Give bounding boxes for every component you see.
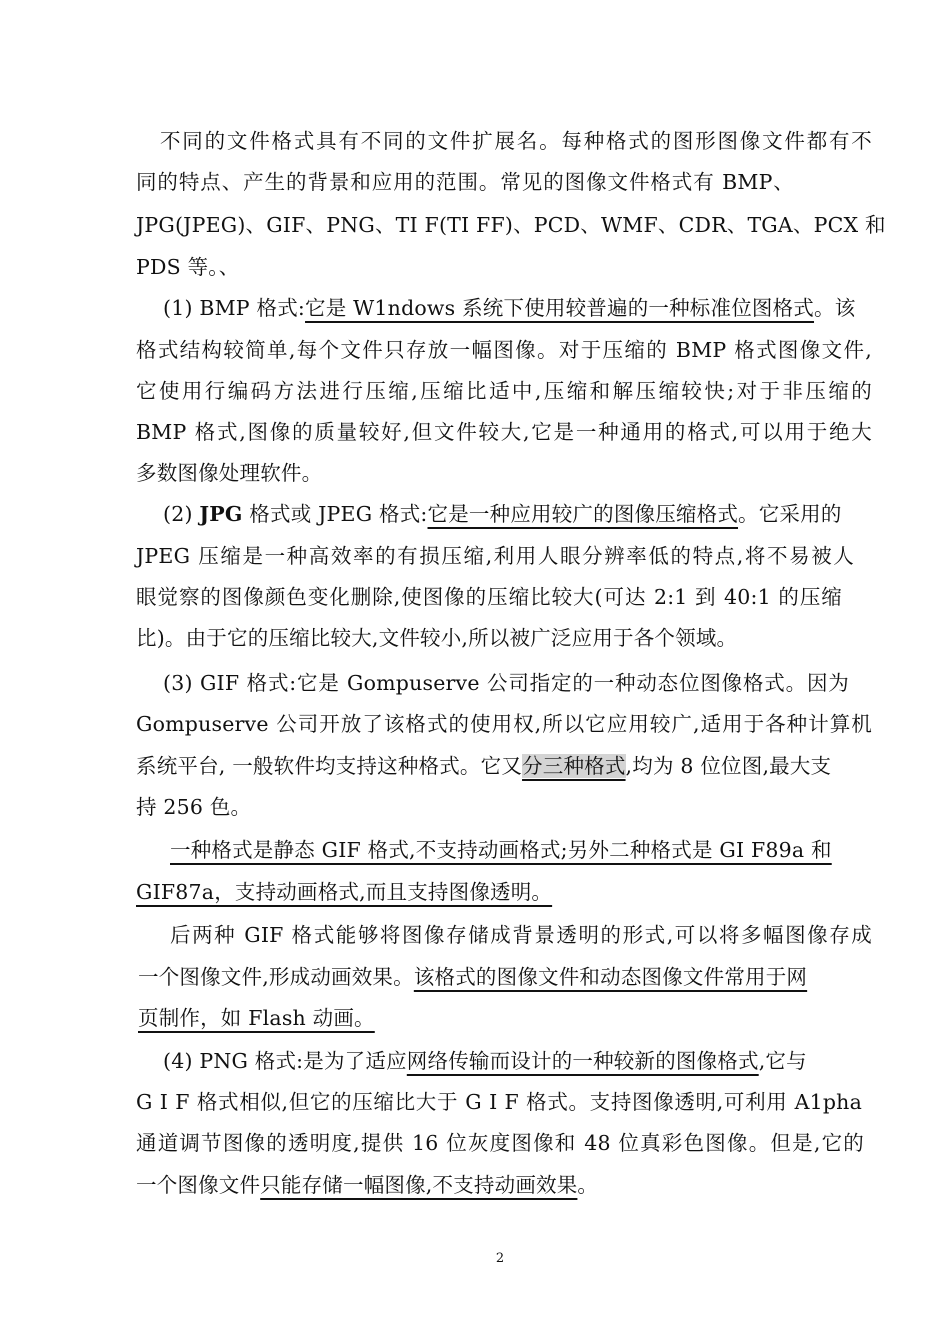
gif-anim-underlined-1: 该格式的图像文件和动态图像文件常用于网	[413, 965, 808, 989]
png-line-4-start: 一个图像文件	[136, 1173, 261, 1197]
png-line-4-end: 。	[577, 1173, 599, 1197]
bmp-line-1-tail: 。该	[814, 296, 856, 320]
bmp-underlined-phrase: 它是 W1ndows 系统下使用较普遍的一种标准位图格式	[305, 296, 815, 320]
paragraph-gif-line-1: (3) GIF 格式:它是 Gompuserve 公司指定的一种动态位图像格式。因为	[163, 671, 849, 695]
jpg-number: (2)	[163, 502, 200, 526]
paragraph-png-line-1	[163, 1041, 872, 1081]
paragraph-bmp-line-2: 格式结构较简单,每个文件只存放一幅图像。对于压缩的 BMP 格式图像文件,	[136, 338, 872, 362]
paragraph-gif-anim-line-2	[138, 957, 874, 997]
jpg-line-1-tail: 。它采用的	[738, 502, 842, 526]
paragraph-bmp-line-5: 多数图像处理软件。	[136, 461, 323, 485]
paragraph-gif-anim-line-3	[138, 998, 874, 1038]
paragraph-bmp-line-3: 它使用行编码方法进行压缩,压缩比适中,压缩和解压缩较快;对于非压缩的	[136, 379, 872, 403]
paragraph-jpg-line-3: 眼觉察的图像颜色变化删除,使图像的压缩比较大(可达 2:1 到 40:1 的压缩	[136, 585, 842, 609]
paragraph-jpg-line-4: 比)。由于它的压缩比较大,文件较小,所以被广泛应用于各个领域。	[136, 626, 738, 650]
paragraph-gif-line-2: Gompuserve 公司开放了该格式的使用权,所以它应用较广,适用于各种计算机	[136, 712, 872, 736]
page-number: 2	[495, 1251, 505, 1266]
png-underlined-phrase-2: 只能存储一幅图像,不支持动画效果	[260, 1173, 578, 1197]
bmp-heading: (1) BMP 格式:	[163, 296, 306, 320]
gif-types-underlined-1: 一种格式是静态 GIF 格式,不支持动画格式;另外二种格式是 GI F89a 和	[170, 838, 832, 862]
paragraph-intro-line-4: PDS 等。、	[136, 255, 240, 279]
paragraph-png-line-4	[136, 1165, 872, 1205]
paragraph-gif-types-line-1	[170, 830, 860, 870]
jpg-heading: 格式或 JPEG 格式:	[242, 502, 428, 526]
paragraph-bmp-line-4: BMP 格式,图像的质量较好,但文件较大,它是一种通用的格式,可以用于绝大	[136, 420, 872, 444]
paragraph-png-line-2: G I F 格式相似,但它的压缩比大于 G I F 格式。支持图像透明,可利用 A1pha	[136, 1090, 862, 1114]
gif-highlighted-phrase: 分三种格式	[522, 754, 626, 778]
png-underlined-phrase: 网络传输而设计的一种较新的图像格式	[406, 1049, 759, 1073]
paragraph-jpg-line-1	[163, 494, 872, 534]
paragraph-gif-anim-line-1: 后两种 GIF 格式能够将图像存储成背景透明的形式,可以将多幅图像存成	[170, 923, 872, 947]
paragraph-gif-types-line-2	[136, 872, 872, 912]
paragraph-png-line-3: 通道调节图像的透明度,提供 16 位灰度图像和 48 位真彩色图像。但是,它的	[136, 1131, 864, 1155]
gif-anim-line-2-start: 一个图像文件,形成动画效果。	[138, 965, 414, 989]
paragraph-bmp-line-1	[163, 288, 872, 328]
png-line-1-tail: ,它与	[758, 1049, 807, 1073]
paragraph-gif-line-4: 持 256 色。	[136, 795, 252, 819]
gif-line-3-end: ,均为 8 位位图,最大支	[625, 754, 832, 778]
paragraph-intro-line-1: 不同的文件格式具有不同的文件扩展名。每种格式的图形图像文件都有不	[160, 129, 872, 153]
paragraph-jpg-line-2: JPEG 压缩是一种高效率的有损压缩,利用人眼分辨率低的特点,将不易被人	[136, 544, 854, 568]
png-heading: (4) PNG 格式:是为了适应	[163, 1049, 407, 1073]
jpg-bold-label: JPG	[199, 502, 243, 526]
gif-anim-underlined-2: 页制作，如 Flash 动画。	[138, 1006, 375, 1030]
jpg-underlined-phrase: 它是一种应用较广的图像压缩格式	[427, 502, 739, 526]
paragraph-intro-line-2: 同的特点、产生的背景和应用的范围。常见的图像文件格式有 BMP、	[136, 170, 794, 194]
paragraph-intro-line-3: JPG(JPEG)、GIF、PNG、TI F(TI FF)、PCD、WMF、CDR、TGA、PCX 和	[136, 213, 886, 237]
gif-types-underlined-2: GIF87a，支持动画格式,而且支持图像透明。	[136, 880, 553, 904]
paragraph-gif-line-3	[136, 746, 872, 786]
gif-line-3-start: 系统平台, 一般软件均支持这种格式。它又	[136, 754, 523, 778]
